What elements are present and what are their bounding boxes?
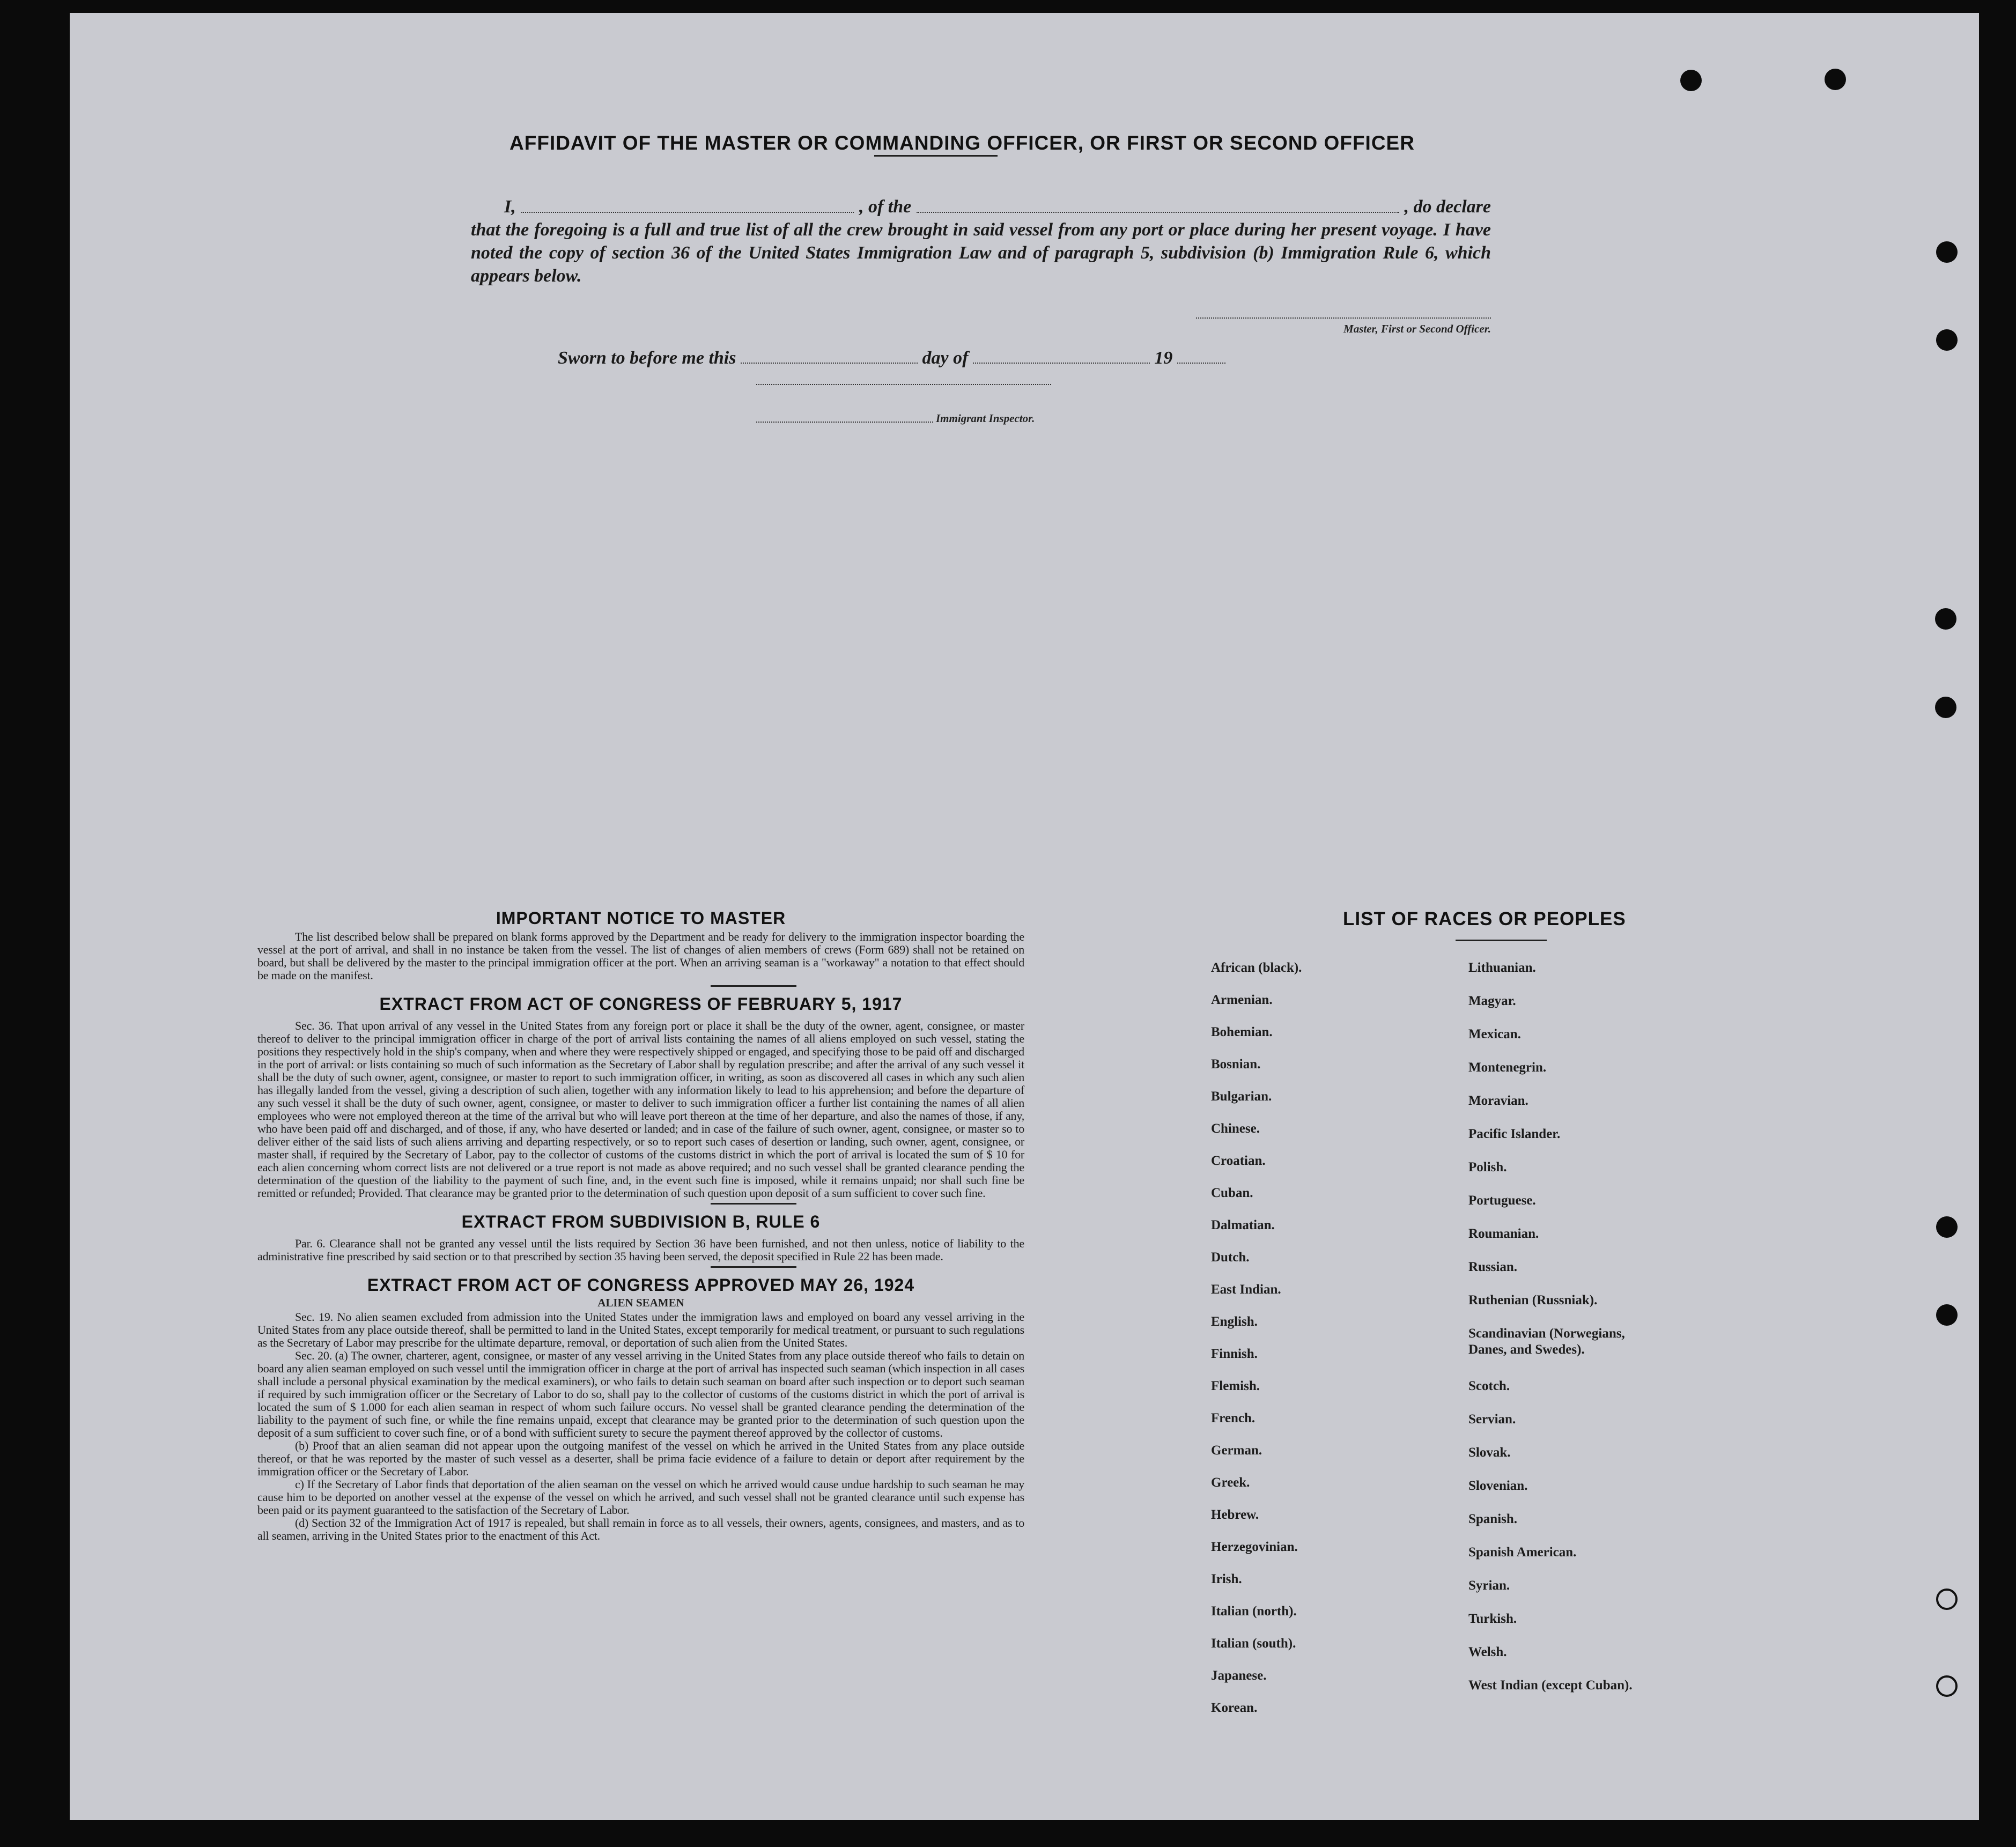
sworn-year: 19 [1154, 348, 1173, 368]
race-item: Dalmatian. [1211, 1218, 1275, 1232]
race-item: Slovak. [1468, 1445, 1511, 1460]
extract-1924-paragraph: (d) Section 32 of the Immigration Act of 1917 is repealed, but shall remain in force as to all vessels, their owners, agents, consignees, and masters, and as to all seamen, arriving in the United States prior to the enactment of this Act. [257, 1516, 1024, 1542]
punch-hole [1935, 697, 1956, 718]
inspector-label-line [756, 422, 933, 423]
extract-1924-paragraph: (b) Proof that an alien seaman did not appear upon the outgoing manifest of the vessel on which he arrived in the United States from any place outside thereof, or that he was reported by the master of such vessel as a deserter, shall be prima facie evidence of a failure to detain or deport after requirement by the immigration officer or the Secretary of Labor. [257, 1439, 1024, 1478]
race-item: Turkish. [1468, 1612, 1517, 1626]
document-sheet [70, 13, 1979, 1820]
race-item: Japanese. [1211, 1668, 1267, 1683]
race-item: Portuguese. [1468, 1193, 1536, 1208]
divider [711, 1266, 796, 1268]
punch-hole [1680, 70, 1702, 91]
race-item: Greek. [1211, 1475, 1250, 1490]
sworn-year-blank[interactable] [1177, 363, 1225, 364]
divider [711, 985, 796, 987]
race-item: Spanish. [1468, 1512, 1518, 1526]
extract-rule6-body: Par. 6. Clearance shall not be granted any vessel until the lists required by Section 36 have been furnished, and not then unless, notice of liability to the administrative fine prescribed by said section or to that prescribed by section 35 having been served, the deposit specified in Rule 22 has been made. [257, 1237, 1024, 1263]
race-item: Lithuanian. [1468, 961, 1536, 975]
declaration-first-line [471, 195, 1491, 218]
vessel-blank[interactable] [917, 195, 1399, 213]
declaration-text [471, 195, 1491, 287]
races-title-underline [1456, 940, 1547, 941]
extract-1924-paragraph: c) If the Secretary of Labor finds that deportation of the alien seaman on the vessel on which he arrived would cause undue hardship to such seaman he may cause him to be deported on another vessel at the expense of the vessel on which he arrived, and such vessel shall not be granted clearance until such expense has been paid or its payment guaranteed to the satisfaction of the Secretary of Labor. [257, 1477, 1024, 1517]
race-item: Flemish. [1211, 1379, 1260, 1393]
punch-hole [1936, 329, 1958, 351]
race-item: Korean. [1211, 1701, 1258, 1715]
race-item: Irish. [1211, 1572, 1242, 1586]
race-item: Finnish. [1211, 1347, 1258, 1361]
notice-title: IMPORTANT NOTICE TO MASTER [496, 908, 786, 928]
race-item: African (black). [1211, 961, 1302, 975]
race-item: French. [1211, 1411, 1256, 1425]
race-item: Mexican. [1468, 1027, 1521, 1041]
race-item: Welsh. [1468, 1645, 1507, 1659]
extract-1924-title: EXTRACT FROM ACT OF CONGRESS APPROVED MAY 26, 1924 [367, 1275, 915, 1295]
race-item: Herzegovinian. [1211, 1540, 1298, 1554]
race-item: Slovenian. [1468, 1479, 1528, 1493]
inspector-signature-line[interactable] [756, 384, 1051, 385]
extract-1924-subtitle: ALIEN SEAMEN [597, 1296, 684, 1309]
signature-label: Master, First or Second Officer. [1343, 322, 1491, 335]
signature-line[interactable] [1196, 317, 1491, 319]
race-item: German. [1211, 1443, 1262, 1458]
race-item: Pacific Islander. [1468, 1127, 1561, 1141]
race-item: East Indian. [1211, 1282, 1281, 1297]
extract-rule6-title: EXTRACT FROM SUBDIVISION B, RULE 6 [461, 1212, 821, 1231]
extract-1924-paragraph: Sec. 20. (a) The owner, charterer, agent, consignee, or master of any vessel arriving in the United States from any place outside thereof who fails to detain on board any alien seaman employed on such vessel until the immigration officer in charge at the port of arrival has inspected such seaman (which inspection in all cases shall include a personal physical examination by the medical examiners), or who fails to detain such seaman on board after such inspection or to deport such seaman if required by such immigration officer or the Secretary of Labor to do so, shall pay to the collector of customs of the customs district in which the port of arrival is located the sum of $ 1.000 for each alien seaman in respect of whom such failure occurs. No vessel shall be granted clearance pending the determination of the liability to the payment of such fine, or while the fine remains unpaid, except that clearance may be granted prior to the determination of such question upon the deposit of a sum sufficient to cover such fine, or of a bond with sufficient surety to secure the payment thereof approved by the collector of customs. [257, 1349, 1024, 1439]
punch-hole [1936, 1675, 1958, 1697]
race-item: Italian (south). [1211, 1636, 1296, 1651]
race-item: Chinese. [1211, 1121, 1260, 1136]
sworn-month-blank[interactable] [973, 363, 1150, 364]
sworn-prefix: Sworn to before me this [558, 348, 736, 368]
extract-1924-paragraph: Sec. 19. No alien seamen excluded from admission into the United States under the immigration laws and employed on board any vessel arriving in the United States from any place outside thereof, shall be permitted to land in the United States, except temporarily for medical treatment, or pursuant to such regulations as the Secretary of Labor may prescribe for the ultimate departure, removal, or deportation of such alien from the United States. [257, 1310, 1024, 1349]
name-blank[interactable] [521, 195, 854, 213]
sworn-line [558, 348, 1225, 368]
sworn-date-blank[interactable] [741, 363, 918, 364]
extract-1917-title: EXTRACT FROM ACT OF CONGRESS OF FEBRUARY 5, 1917 [379, 994, 903, 1014]
race-item: Polish. [1468, 1160, 1507, 1174]
legal-notices [257, 908, 1024, 1542]
decl-do-declare: , do declare [1404, 197, 1491, 217]
race-item: Roumanian. [1468, 1227, 1539, 1241]
race-item: Cuban. [1211, 1186, 1253, 1200]
race-item: Scotch. [1468, 1379, 1510, 1393]
race-item: Hebrew. [1211, 1508, 1259, 1522]
divider [711, 1203, 796, 1205]
race-item: Syrian. [1468, 1578, 1510, 1593]
race-item: Bosnian. [1211, 1057, 1261, 1072]
affidavit-title: AFFIDAVIT OF THE MASTER OR COMMANDING OFFICER, OR FIRST OR SECOND OFFICER [509, 132, 1415, 154]
race-item: Magyar. [1468, 994, 1516, 1008]
race-item: Bulgarian. [1211, 1089, 1272, 1104]
races-title: LIST OF RACES OR PEOPLES [1343, 908, 1626, 929]
punch-hole [1936, 241, 1958, 263]
extract-1917-body: Sec. 36. That upon arrival of any vessel in the United States from any foreign port or place it shall be the duty of the owner, agent, consignee, or master thereof to deliver to the principal immigration officer in charge of the port of arrival lists containing the names of all aliens employed on such vessel, stating the positions they respectively hold in the ship's company, when and where they were respectively shipped or engaged, and specifying those to be paid off and discharged in the port of arrival: or lists containing so much of such information as the Secretary of Labor shall by regulation prescribe; and after the arrival of any such vessel it shall be the duty of such owner, agent, consignee, or master to report to such immigration officer, in writing, as soon as discovered all cases in which any such alien has illegally landed from the vessel, giving a description of such alien, together with any information likely to lead to his apprehension; and before the departure of any such vessel it shall be the duty of such owner, agent, consignee, or master to deliver to such immigration officer a further list containing the names of all alien employees who were not employed thereon at the time of the arrival but who will leave port thereon at the time of her departure, and also the names of those, if any, who have been paid off and discharged, and of those, if any, who have deserted or landed; and in case of the failure of such owner, agent, consignee, or master so to deliver either of the said lists of such aliens arriving and departing respectively, or so to report such cases of desertion or landing, such owner, agent, consignee, or master shall, if required by the Secretary of Labor, pay to the collector of customs of the customs district in which the port of arrival is located the sum of $ 10 for each alien concerning whom correct lists are not delivered or a true report is not made as above required; and no such vessel shall be granted clearance pending the determination of the question of the liability to the payment of such fine, and, in the event such fine is imposed, while it remains unpaid; nor shall such fine be remitted or refunded; Provided. That clearance may be granted prior to the determination of such question upon deposit of a sum sufficient to cover such fine. [257, 1019, 1024, 1200]
race-item: Bohemian. [1211, 1025, 1273, 1039]
race-item: Servian. [1468, 1412, 1516, 1427]
race-item: Moravian. [1468, 1094, 1528, 1108]
race-item: Italian (north). [1211, 1604, 1297, 1619]
race-item: West Indian (except Cuban). [1468, 1678, 1633, 1693]
race-item: Scandinavian (Norwegians, Danes, and Swedes). [1468, 1326, 1625, 1357]
punch-hole [1825, 69, 1846, 90]
decl-i: I, [504, 197, 516, 217]
decl-of-the: , of the [859, 197, 912, 217]
race-item: Armenian. [1211, 993, 1273, 1007]
punch-hole [1936, 1589, 1958, 1610]
race-item: Montenegrin. [1468, 1060, 1547, 1075]
sworn-day-of: day of [922, 348, 969, 368]
notice-body: The list described below shall be prepared on blank forms approved by the Department and be ready for delivery to the immigration inspector boarding the vessel at the port of arrival, and shall in no instance be taken from the vessel. The list of changes of alien members of crews (Form 689) shall not be retained on board, but shall be delivered by the master to the principal immigration officer at the port. When an arriving seaman is a "workaway" a notation to that effect should be made on the manifest. [257, 930, 1024, 982]
race-item: Croatian. [1211, 1154, 1266, 1168]
race-item: Russian. [1468, 1260, 1518, 1274]
punch-hole [1936, 1216, 1958, 1238]
title-underline [874, 155, 998, 157]
race-item: Spanish American. [1468, 1545, 1577, 1560]
race-item: English. [1211, 1314, 1258, 1329]
declaration-body: that the foregoing is a full and true list of all the crew brought in said vessel from any port or place during her present voyage. I have noted the copy of section 36 of the United States Immigration Law and of paragraph 5, subdivision (b) Immigration Rule 6, which appears below. [471, 220, 1491, 286]
punch-hole [1936, 1304, 1958, 1326]
race-item: Ruthenian (Russniak). [1468, 1293, 1598, 1307]
inspector-label: Immigrant Inspector. [936, 412, 1035, 425]
race-item: Dutch. [1211, 1250, 1250, 1265]
punch-hole [1935, 608, 1956, 630]
